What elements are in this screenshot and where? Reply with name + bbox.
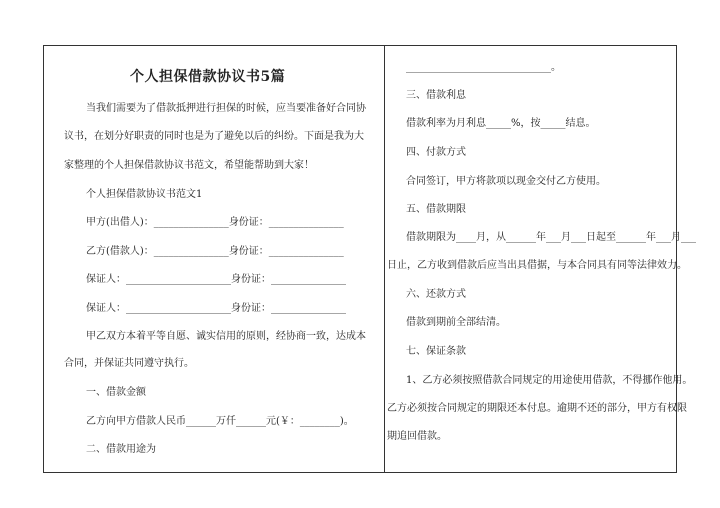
section-text: 期追回借款。 xyxy=(387,431,447,442)
section-text: 乙方向甲方借款人民币______万仟______元(￥：________)。 xyxy=(86,416,354,427)
intro-line: 议书，在划分好职责的同时也是为了避免以后的纠纷。下面是我为大 xyxy=(64,131,364,142)
section-text: 1、乙方必须按照借款合同规定的用途使用借款，不得挪作他用。 xyxy=(406,375,693,386)
document-page xyxy=(43,45,696,473)
signatory-lender xyxy=(86,217,344,229)
id-label: 身份证：_______________ xyxy=(231,274,346,285)
section-heading: 七、保证条款 xyxy=(406,346,466,357)
signatory-guarantor xyxy=(86,274,346,286)
document-title: 个人担保借款协议书5篇 xyxy=(130,69,286,85)
section-heading: 一、借款金额 xyxy=(86,387,146,398)
section-text: 借款期限为____月，从______年___月___日起至______年___月___ xyxy=(406,232,696,243)
id-label: 身份证：_______________ xyxy=(228,217,344,228)
section-text: 借款到期前全部结清。 xyxy=(406,317,506,328)
sample-heading: 个人担保借款协议书范文1 xyxy=(86,189,203,200)
agreement-line: 甲乙双方本着平等自愿、诚实信用的原则，经协商一致，达成本 xyxy=(86,331,366,342)
section-text: 日止，乙方收到借款后应当出具借据，与本合同具有同等法律效力。 xyxy=(387,260,687,271)
section-text: 乙方必须按合同规定的期限还本付息。逾期不还的部分，甲方有权限 xyxy=(387,403,687,414)
signatory-label: 乙方(借款人)：_______________ xyxy=(86,246,229,257)
intro-line: 家整理的个人担保借款协议书范文，希望能帮助到大家！ xyxy=(64,160,314,171)
signatory-borrower xyxy=(86,246,344,258)
column-divider xyxy=(384,46,385,472)
section-heading: 二、借款用途为 xyxy=(86,444,156,455)
signatory-guarantor xyxy=(86,303,346,315)
id-label: 身份证：_______________ xyxy=(228,246,344,257)
signatory-label: 保证人：_____________________ xyxy=(86,274,231,285)
intro-line: 当我们需要为了借款抵押进行担保的时候，应当要准备好合同协 xyxy=(86,103,366,114)
section-heading: 四、付款方式 xyxy=(406,147,466,158)
section-heading: 六、还款方式 xyxy=(406,289,466,300)
section-text: 借款利率为月利息_____%，按_____结息。 xyxy=(406,118,596,129)
agreement-line: 合同，并保证共同遵守执行。 xyxy=(64,358,194,369)
section-heading: 五、借款期限 xyxy=(406,204,466,215)
id-label: 身份证：_______________ xyxy=(231,303,346,314)
section-text: 合同签订，甲方将款项以现金交付乙方使用。 xyxy=(406,176,606,187)
signatory-label: 甲方(出借人)：_______________ xyxy=(86,217,229,228)
signatory-label: 保证人：_____________________ xyxy=(86,303,231,314)
section-heading: 三、借款利息 xyxy=(406,90,466,101)
blank-line: _____________________________。 xyxy=(406,62,561,73)
